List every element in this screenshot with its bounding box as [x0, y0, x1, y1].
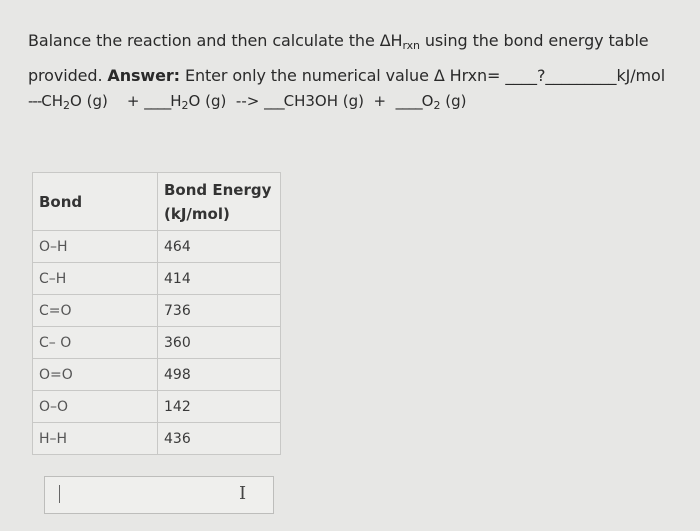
- header-bond: Bond: [33, 173, 158, 231]
- text-cursor-icon: I: [239, 483, 247, 504]
- table-header-row: [33, 173, 281, 231]
- table-row: O–O 142: [33, 391, 281, 423]
- units-label: kJ/mol: [616, 66, 666, 85]
- table-row: C=O 736: [33, 295, 281, 327]
- question-text: Balance the reaction and then calculate the $\Delta H_{rxn}$ using the bond energy table provided. Answer: Enter only the numerical value Δ Hrxn= ____?_________kJ/mol: [28, 31, 666, 85]
- reaction-equation: $---CH_2O$ (g) + $\_\_\_\_H_2O$ (g) --> ___CH3OH $(g) + \_\_\_\_O_2$ (g): [28, 92, 467, 112]
- answer-input[interactable]: [44, 476, 274, 514]
- text-caret: [59, 485, 60, 503]
- table-row: C– O 360: [33, 327, 281, 359]
- bond-energy-table: [32, 172, 281, 455]
- table-row: H–H 436: [33, 423, 281, 455]
- table-row: O=O 498: [33, 359, 281, 391]
- answer-label: Answer:: [107, 66, 180, 85]
- answer-blank: ____?_________: [505, 66, 617, 85]
- table-row: O–H 464: [33, 231, 281, 263]
- delta-h-symbol: $\Delta H_{rxn}$: [379, 31, 420, 52]
- header-bond-energy: Bond Energy (kJ/mol): [158, 173, 281, 231]
- table-row: C–H 414: [33, 263, 281, 295]
